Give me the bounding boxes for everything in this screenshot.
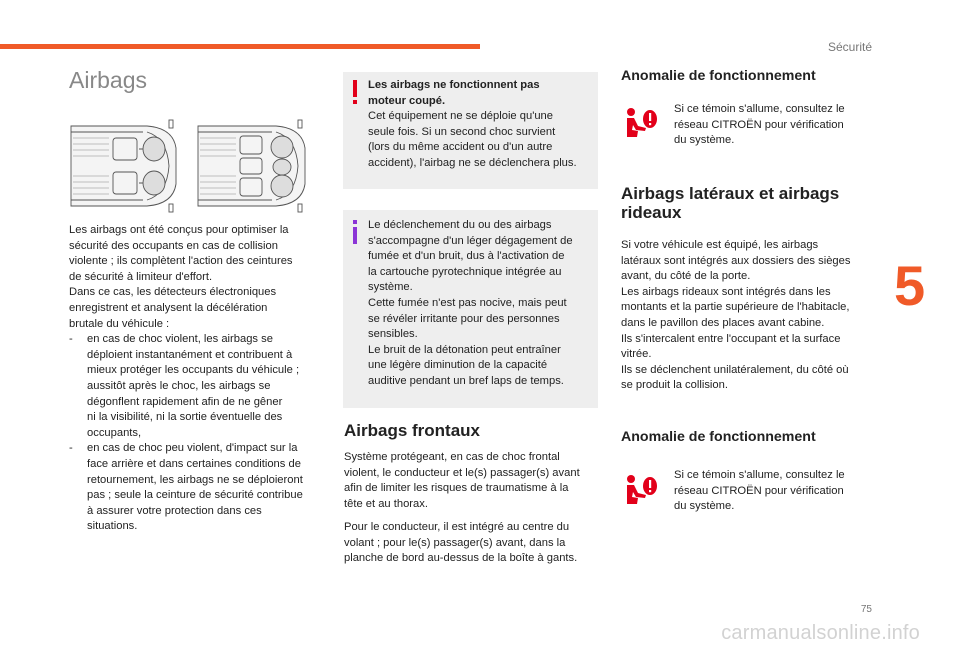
page-number: 75 (860, 604, 872, 615)
intro-line: brutale du véhicule : (69, 317, 170, 330)
front-airbags-p2 (344, 520, 602, 567)
side-line: vitrée. (621, 348, 652, 361)
bullet-line: retournement, les airbags ne se déploieront (87, 473, 303, 486)
airbags-intro (69, 223, 324, 535)
side-title-line: rideaux (621, 203, 682, 222)
bullet-line: face arrière et dans certaines conditions de (87, 457, 301, 470)
section-title: Sécurité (827, 40, 872, 54)
bullet-line: occupants, (87, 426, 142, 439)
side-line: Ils se déclenchent unilatéralement, du côté où (621, 363, 849, 376)
bullet-dash: - (69, 442, 73, 455)
info-line: Le bruit de la détonation peut entraîner (368, 343, 561, 356)
side-line: Les airbags rideaux sont intégrés dans les (621, 285, 831, 298)
front-line: Pour le conducteur, il est intégré au centre du (344, 521, 570, 533)
front-line: Système protégeant, en cas de choc frontal (344, 451, 560, 463)
side-line: latéraux sont intégrés aux dossiers des sièges (621, 254, 851, 267)
bullet-line: aussitôt après le choc, les airbags se (87, 379, 271, 392)
warning-line: accident), l'airbag ne se déclenchera plus. (368, 156, 577, 169)
front-line: volant ; pour le(s) passager(s) avant, dans la (344, 536, 566, 549)
chapter-number: 5 (894, 254, 926, 317)
side-line: montants et la partie supérieure de l'habitacle, (621, 301, 850, 314)
info-line: système. (368, 281, 413, 294)
bullet-item (69, 332, 324, 441)
warning-exclamation-icon (349, 80, 361, 106)
warning-bold-line: Les airbags ne fonctionnent pas (368, 79, 540, 91)
anomaly-line: du système. (674, 134, 735, 147)
bullet-line: pas ; seule la ceinture de sécurité contribue (87, 489, 303, 502)
orange-header-bar (0, 44, 480, 49)
warning-line: (lors du même accident ou d'un autre (368, 141, 553, 154)
side-title-line: Airbags latéraux et airbags (621, 184, 840, 203)
bullet-line: déploient instantanément et contribuent à (87, 348, 293, 361)
anomaly-text-2 (674, 468, 874, 515)
warning-line: seule fois. Si un second choc survient (368, 125, 556, 138)
warning-bold-line: moteur coupé. (368, 94, 446, 107)
bullet-line: à assurer votre protection dans ces (87, 504, 262, 517)
side-line: se produit la collision. (621, 379, 728, 392)
intro-line: enregistrent et analysent la décélération (69, 301, 268, 314)
front-line: violent, le conducteur et le(s) passager(s) avant (344, 466, 580, 479)
intro-line: violente ; ils complètent l'action des ceintures (69, 255, 293, 268)
bullet-line: dégonflent rapidement afin de ne gêner (87, 395, 283, 408)
bullet-item (69, 441, 324, 535)
info-line: sensibles. (368, 328, 418, 341)
info-line: auditive pendant un bref laps de temps. (368, 374, 564, 387)
bullet-dash: - (69, 333, 73, 346)
warning-line: Cet équipement ne se déploie qu'une (368, 110, 554, 123)
van-two-seats-icon (69, 118, 179, 214)
bullet-line: situations. (87, 520, 138, 533)
side-line: avant, du côté de la porte. (621, 270, 751, 283)
info-line: Le déclenchement du ou des airbags (368, 219, 552, 231)
intro-line: sécurité des occupants en cas de collision (69, 239, 278, 252)
intro-line: de sécurité à limiteur d'effort. (69, 270, 213, 283)
bullet-line: en cas de choc violent, les airbags se (87, 333, 273, 346)
front-line: planche de bord au-dessus de la boîte à gants. (344, 552, 578, 565)
bullet-line: mieux protéger les occupants du véhicule ; (87, 364, 300, 377)
airbag-warning-lamp-icon (624, 106, 660, 140)
info-box (343, 210, 598, 408)
anomaly-line: Si ce témoin s'allume, consultez le (674, 103, 845, 115)
anomaly-line: Si ce témoin s'allume, consultez le (674, 469, 845, 481)
anomaly-title-2: Anomalie de fonctionnement (621, 429, 816, 445)
info-line: s'accompagne d'un léger dégagement de (368, 234, 573, 247)
side-line: Si votre véhicule est équipé, les airbags (621, 239, 819, 251)
anomaly-text-1 (674, 102, 874, 149)
front-line: tête et au thorax. (344, 497, 428, 510)
page-title: Airbags (69, 67, 147, 93)
info-line: Cette fumée n'est pas nocive, mais peut (368, 296, 567, 309)
info-line: se révéler irritante pour des personnes (368, 312, 560, 325)
van-three-seats-icon (196, 118, 308, 214)
side-line: Ils s'intercalent entre l'occupant et la surface (621, 332, 841, 345)
info-line: la cartouche pyrotechnique intégrée au (368, 265, 562, 278)
front-airbags-p1 (344, 450, 602, 512)
bullet-line: ni la visibilité, ni la sortie éventuelle des (87, 411, 283, 424)
anomaly-title-1: Anomalie de fonctionnement (621, 68, 816, 84)
side-airbags-text (621, 238, 879, 394)
warning-box (343, 72, 598, 189)
info-line: une légère diminution de la capacité (368, 359, 548, 372)
bullet-line: en cas de choc peu violent, d'impact sur la (87, 442, 298, 455)
info-i-icon (349, 220, 361, 246)
front-airbags-title: Airbags frontaux (344, 421, 481, 440)
anomaly-line: réseau CITROËN pour vérification (674, 484, 844, 497)
anomaly-line: du système. (674, 500, 735, 513)
side-line: dans le pavillon des places avant cabine. (621, 316, 825, 329)
info-line: fumée et d'un bruit, dus à l'activation de (368, 250, 565, 263)
side-airbags-title (621, 184, 839, 222)
airbag-warning-lamp-icon (624, 473, 660, 507)
anomaly-line: réseau CITROËN pour vérification (674, 118, 844, 131)
intro-line: Dans ce cas, les détecteurs électroniques (69, 286, 277, 299)
intro-line: Les airbags ont été conçus pour optimiser la (69, 224, 289, 236)
front-line: afin de limiter les risques de traumatisme à la (344, 482, 569, 495)
watermark: carmanualsonline.info (721, 622, 920, 644)
